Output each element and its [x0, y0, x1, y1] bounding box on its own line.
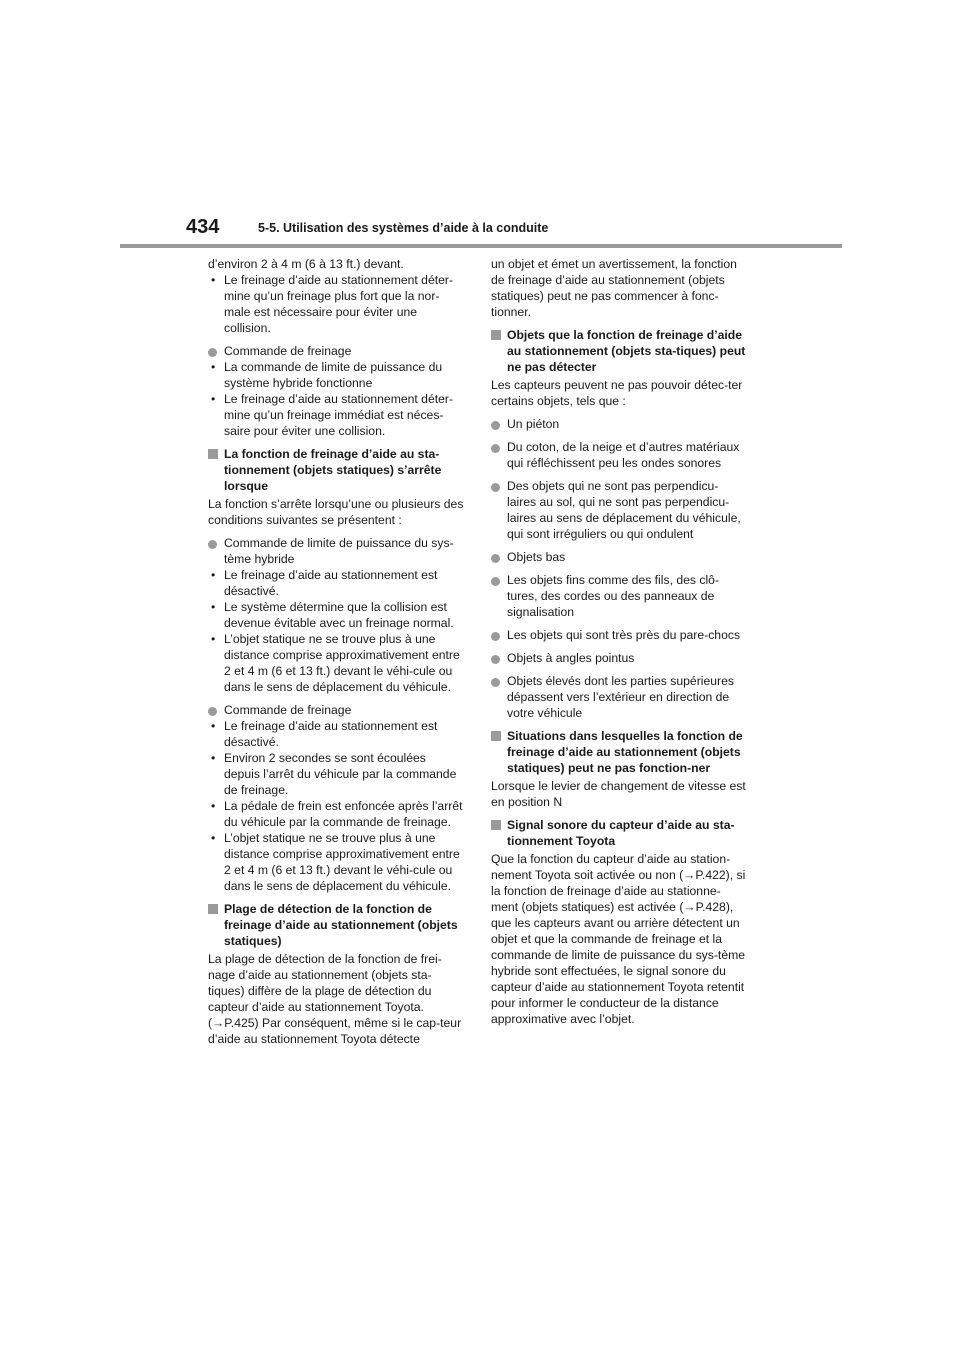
bullet-item: Du coton, de la neige et d’autres matériaux qui réfléchissent peu les ondes sonores — [491, 439, 747, 471]
bullet-item: Objets bas — [491, 549, 747, 565]
section-title: 5-5. Utilisation des systèmes d’aide à la conduite — [258, 221, 549, 235]
bullet-item: Un piéton — [491, 416, 747, 432]
bullet-group-braking-2 — [208, 702, 464, 894]
intro-dash-group — [208, 272, 464, 336]
dash-item: • L’objet statique ne se trouve plus à une distance comprise approximativement entre 2 et 4 m (6 et 13 ft.) devant le véhi-cule ou dans le sens de déplacement du véhicule. — [208, 830, 464, 894]
continued-text: un objet et émet un avertissement, la fonction de freinage d’aide au stationnement (objets statiques) peut ne pas commencer à fonc-tionner. — [491, 257, 737, 319]
dash-item: • L’objet statique ne se trouve plus à une distance comprise approximativement entre 2 et 4 m (6 et 13 ft.) devant le véhi-cule ou dans le sens de déplacement du véhicule. — [208, 631, 464, 695]
bullet-group — [491, 416, 747, 432]
bullet-group — [491, 673, 747, 721]
paragraph: Les capteurs peuvent ne pas pouvoir détec-ter certains objets, tels que : — [491, 378, 743, 408]
right-column — [491, 256, 747, 1034]
bullet-group — [491, 549, 747, 565]
bullet-item: Les objets fins comme des fils, des clô-tures, des cordes ou des panneaux de signalisation — [491, 572, 747, 620]
dash-item: • Le freinage d’aide au stationnement déter-mine qu’un freinage immédiat est néces-saire pour éviter une collision. — [208, 391, 464, 439]
dash-item: • Le système détermine que la collision est devenue évitable avec un freinage normal. — [208, 599, 464, 631]
page-number: 434 — [186, 216, 220, 238]
header-rule — [120, 244, 842, 248]
left-column — [208, 256, 464, 1054]
subheading-stop-conditions: La fonction de freinage d’aide au sta-tionnement (objets statiques) s’arrête lorsque — [208, 446, 464, 494]
subheading-detection-range: Plage de détection de la fonction de freinage d’aide au stationnement (objets statiques) — [208, 901, 464, 949]
bullet-item: Objets à angles pointus — [491, 650, 747, 666]
bullet-group — [491, 572, 747, 620]
bullet-item: Commande de limite de puissance du sys-tème hybride — [208, 535, 464, 567]
paragraph: Que la fonction du capteur d’aide au station-nement Toyota soit activée ou non (→P.422), si la fonction de freinage d’aide au stationne-ment (objets statiques) est activée (→P.428), que les capteurs avant ou arrière détectent un objet et que la commande de freinage et la commande de limite de puissance du sys-tème hybride sont effectuées, le signal sonore du capteur d’aide au stationnement Toyota retentit pour informer le conducteur de la distance approximative avec l’objet. — [491, 852, 746, 1026]
subheading-undetected-objects: Objets que la fonction de freinage d’aide au stationnement (objets sta-tiques) peut ne pas détecter — [491, 327, 747, 375]
bullet-group — [491, 478, 747, 542]
subheading-non-function: Situations dans lesquelles la fonction de freinage d’aide au stationnement (objets statiques) peut ne pas fonction-ner — [491, 728, 747, 776]
bullet-item: Commande de freinage — [208, 702, 464, 718]
bullet-group-braking-1 — [208, 343, 464, 439]
bullet-group — [491, 627, 747, 643]
paragraph: La plage de détection de la fonction de frei-nage d’aide au stationnement (objets sta-tiques) diffère de la plage de détection du capteur d’aide au stationnement Toyota. (→P.425) Par conséquent, même si le cap-teur d’aide au stationnement Toyota détecte — [208, 952, 462, 1046]
subheading-sound-signal: Signal sonore du capteur d’aide au sta-tionnement Toyota — [491, 817, 747, 849]
bullet-group-power-limit — [208, 535, 464, 695]
dash-item: • Environ 2 secondes se sont écoulées depuis l’arrêt du véhicule par la commande de freinage. — [208, 750, 464, 798]
intro-text: d’environ 2 à 4 m (6 à 13 ft.) devant. — [208, 257, 404, 271]
dash-item: • Le freinage d’aide au stationnement est désactivé. — [208, 567, 464, 599]
bullet-group — [491, 439, 747, 471]
dash-item: • Le freinage d’aide au stationnement déter-mine qu’un freinage plus fort que la nor-male est nécessaire pour éviter une collision. — [208, 272, 464, 336]
bullet-group — [491, 650, 747, 666]
dash-item: • La pédale de frein est enfoncée après l’arrêt du véhicule par la commande de freinage. — [208, 798, 464, 830]
bullet-item: Les objets qui sont très près du pare-chocs — [491, 627, 747, 643]
dash-item: • La commande de limite de puissance du système hybride fonctionne — [208, 359, 464, 391]
dash-item: • Le freinage d’aide au stationnement est désactivé. — [208, 718, 464, 750]
paragraph: Lorsque le levier de changement de vitesse est en position N — [491, 779, 746, 809]
paragraph: La fonction s’arrête lorsqu’une ou plusieurs des conditions suivantes se présentent : — [208, 497, 464, 527]
bullet-item: Objets élevés dont les parties supérieures dépassent vers l’extérieur en direction de votre véhicule — [491, 673, 747, 721]
bullet-item: Des objets qui ne sont pas perpendicu-laires au sol, qui ne sont pas perpendicu-laires au sens de déplacement du véhicule, qui sont irréguliers ou qui ondulent — [491, 478, 747, 542]
bullet-item: Commande de freinage — [208, 343, 464, 359]
